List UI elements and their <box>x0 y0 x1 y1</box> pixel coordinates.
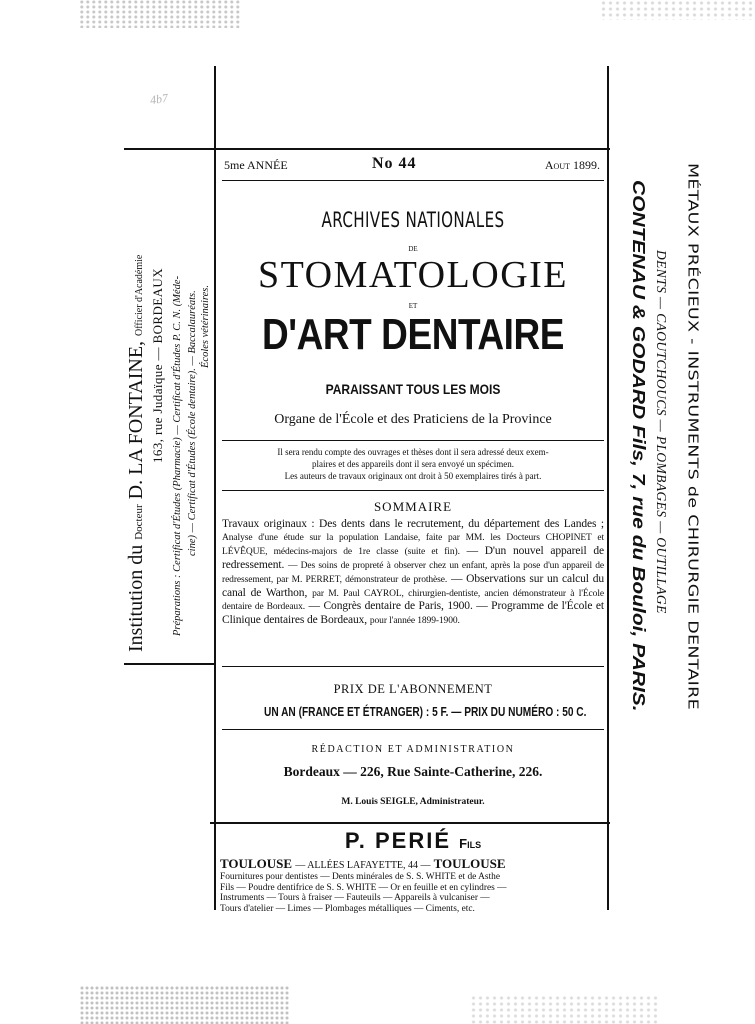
contenau-godard-line: CONTENAU & GODARD Fils, 7, rue du Bouloi, PARIS. <box>629 180 648 712</box>
institution-title: Docteur <box>133 504 145 540</box>
dents-caoutchoucs-line: DENTS — CAOUTCHOUCS — PLOMBAGES — OUTILLAGE <box>654 250 669 614</box>
scan-noise-bottom-right <box>470 995 660 1024</box>
scan-noise-bottom-left <box>80 985 290 1024</box>
advert-line-3: Instruments — Tours à fraiser — Fauteuils — Appareils à vulcaniser — <box>220 893 490 904</box>
right-sidebar-line3 <box>628 180 648 800</box>
administration-admin: M. Louis SEIGLE, Administrateur. <box>341 797 485 807</box>
left-sidebar-line3 <box>172 166 183 636</box>
summary-part-7: par M. Paul CAYROL, chirurgien-dentiste, ancien démonstrateur à l'École dentaire de Bordeaux. <box>222 588 604 613</box>
notice-rule-bottom <box>222 490 604 491</box>
top-rule <box>124 148 610 150</box>
notice-line-3: Les auteurs de travaux originaux ont droit à 50 exemplaires tirés à part. <box>284 471 542 481</box>
notice-line-2: plaires et des appareils dont il sera envoyé un spécimen. <box>312 459 514 469</box>
summary-part-1: Travaux originaux : <box>222 518 315 530</box>
right-outer-rule <box>607 66 609 910</box>
metaux-precieux-line: MÉTAUX PRÉCIEUX - INSTRUMENTS de CHIRURGIE DENTAIRE <box>684 163 700 710</box>
summary-part-4: — D'un nouvel appareil de redressement. <box>222 544 604 571</box>
preparations-line-2: cine) — Certificat d'Études (École dentaire). — Baccalauréats. <box>187 290 198 556</box>
scan-noise-top-right <box>600 0 755 20</box>
issue-year: 5me ANNÉE <box>224 158 288 172</box>
summary-part-3: Analyse d'une étude sur la population Landaise, faite par MM. les Docteurs CHOPINET et LÉVÊQUE, médecins-majors de 1re classe (suite et fin). <box>222 532 604 557</box>
advert-city-left: TOULOUSE <box>220 856 293 871</box>
administration-address: Bordeaux — 226, Rue Sainte-Catherine, 226. <box>283 764 543 779</box>
left-sidebar-line4 <box>187 176 198 556</box>
summary-rule <box>222 666 604 667</box>
institution-address: 163, rue Judaïque — BORDEAUX <box>150 268 165 463</box>
advert-line-1: Fournitures pour dentistes — Dents minérales de S. S. WHITE et de Asthe <box>220 872 500 882</box>
administration-title: RÉDACTION ET ADMINISTRATION <box>311 744 515 755</box>
title-et: ET <box>408 302 418 310</box>
summary-title: SOMMAIRE <box>373 499 453 514</box>
title-organe: Organe de l'École et des Praticiens de la Province <box>274 412 552 427</box>
left-sidebar-line5 <box>200 228 211 368</box>
left-outer-rule <box>214 66 216 910</box>
summary-part-8: — Congrès dentaire de Paris, 1900. — Programme de l'École et Clinique dentaires de Bordeaux, <box>222 600 604 627</box>
left-sidebar-bottom-rule <box>124 663 216 665</box>
notice-line-1: Il sera rendu compte des ouvrages et thèses dont il sera adressé deux exem- <box>277 447 549 457</box>
summary-body <box>222 518 604 628</box>
advert-fils: Fils <box>459 836 482 851</box>
price-rule <box>222 729 604 730</box>
subscription-title: PRIX DE L'ABONNEMENT <box>333 682 493 696</box>
institution-prefix: Institution du <box>125 544 147 652</box>
right-sidebar-line1 <box>684 163 700 823</box>
issue-number: No 44 <box>372 155 417 172</box>
title-archives: ARCHIVES NATIONALES <box>321 208 505 232</box>
issue-header <box>222 155 604 178</box>
advert-name: P. PERIÉ <box>344 828 451 853</box>
summary-part-2: Des dents dans le recrutement, du département des Landes ; <box>319 518 605 530</box>
advert-city-right: TOULOUSE <box>433 856 506 871</box>
scan-noise-top-left <box>80 0 240 28</box>
title-de: DE <box>408 245 418 253</box>
advert-city-line <box>220 856 608 872</box>
header-rule <box>222 180 604 181</box>
handwritten-mark: 4b7 <box>149 90 169 108</box>
summary-part-9: pour l'année 1899-1900. <box>369 616 460 627</box>
title-stomatologie: STOMATOLOGIE <box>257 254 569 296</box>
left-sidebar-line2 <box>150 163 166 463</box>
advert-line-2: Fils — Poudre dentifrice de S. S. WHITE — Or en feuille et en cylindres — <box>220 882 507 893</box>
advert-rule <box>210 822 610 824</box>
title-art-dentaire: D'ART DENTAIRE <box>261 310 565 359</box>
notice-rule-top <box>222 440 604 441</box>
summary-part-6: — Observations sur un calcul du canal de Warthon, <box>222 572 604 599</box>
institution-name: D. LA FONTAINE, <box>125 340 147 500</box>
institution-honor: Officier d'Académie <box>134 254 145 336</box>
advert-name-line <box>222 828 604 854</box>
advert-list <box>220 872 606 914</box>
title-parait: PARAISSANT TOUS LES MOIS <box>325 381 501 397</box>
issue-date: Aout 1899. <box>544 158 600 172</box>
left-sidebar-line1 <box>125 152 148 652</box>
subscription-price: UN AN (FRANCE ET ÉTRANGER) : 5 F. — PRIX DU NUMÉRO : 50 C. <box>264 704 587 719</box>
preparations-line: Préparations : Certificat d'Études (Pharmacie) — Certificat d'Études P. C. N. (Méde- <box>172 275 183 636</box>
right-sidebar-line2 <box>653 250 669 730</box>
advert-line-4: Tours d'atelier — Limes — Plombages métalliques — Ciments, etc. <box>220 903 475 914</box>
advert-street: — ALLÉES LAFAYETTE, 44 — <box>295 860 431 871</box>
preparations-line-3: Écoles vétérinaires. <box>200 284 211 368</box>
summary-part-5: — Des soins de propreté à observer chez un enfant, après la pose d'un appareil de redressement, par M. PERRET, démonstrateur de prothèse. <box>222 560 604 585</box>
